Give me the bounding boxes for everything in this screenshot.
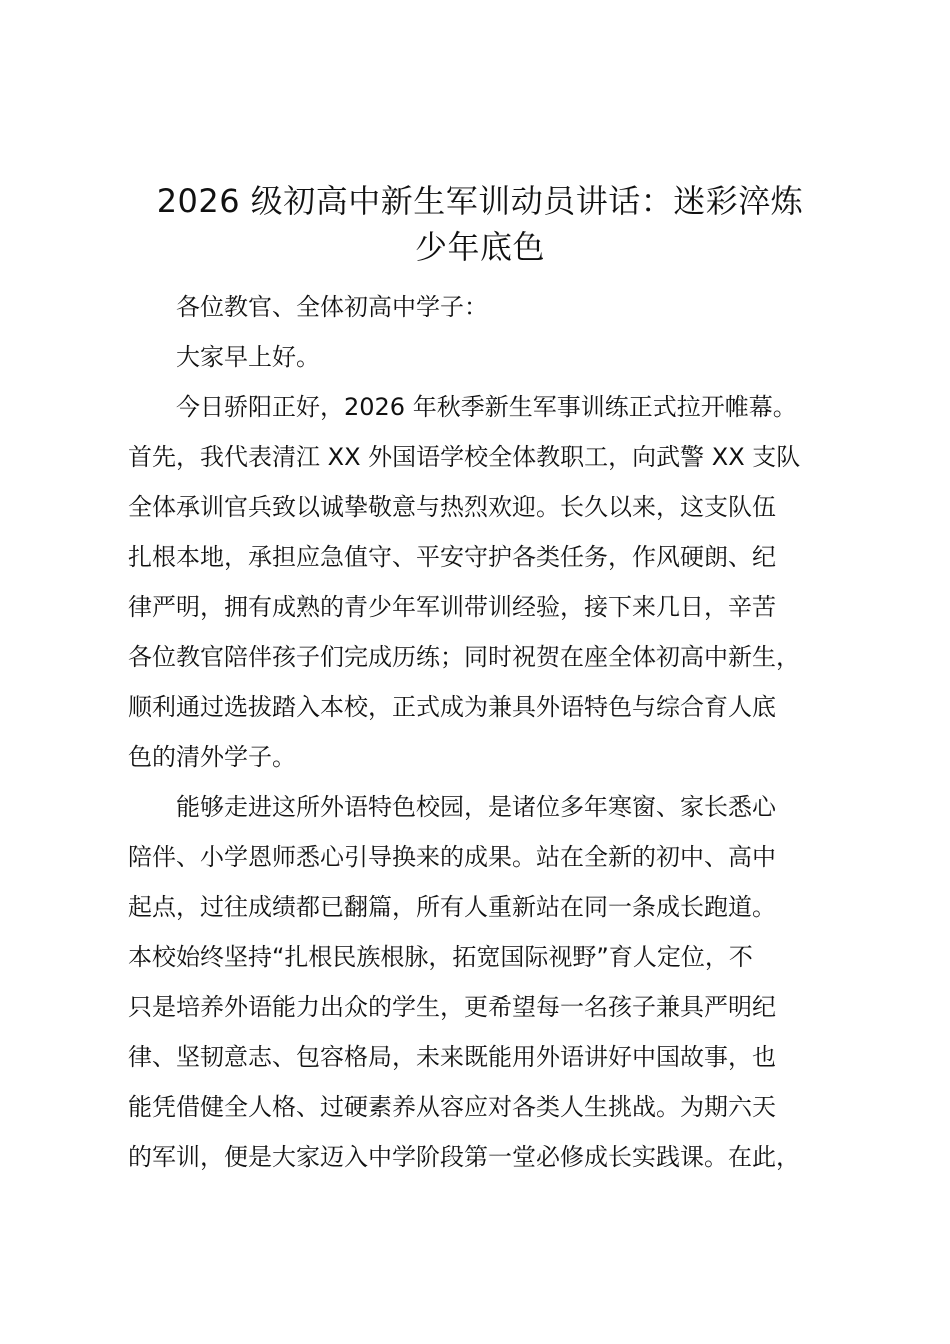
text-line: 首先，我代表清江 XX 外国语学校全体教职工，向武警 XX 支队 [128, 443, 801, 471]
document-title [100, 178, 860, 270]
paragraph-opening [128, 382, 868, 782]
text-line: 扎根本地，承担应急值守、平安守护各类任务，作风硬朗、纪 [128, 543, 776, 571]
text-line: 大家早上好。 [176, 343, 320, 371]
text-line: 全体承训官兵致以诚挚敬意与热烈欢迎。长久以来，这支队伍 [128, 493, 776, 521]
text-line: 只是培养外语能力出众的学生，更希望每一名孩子兼具严明纪 [128, 993, 776, 1021]
title-line: 少年底色 [414, 228, 545, 266]
text-line: 律严明，拥有成熟的青少年军训带训经验，接下来几日，辛苦 [128, 593, 776, 621]
text-line: 色的清外学子。 [128, 743, 296, 771]
paragraph-greeting [128, 332, 868, 382]
title-line: 2026 级初高中新生军训动员讲话：迷彩淬炼 [156, 182, 804, 220]
paragraph-salutation [128, 282, 868, 332]
document-body [128, 282, 868, 1182]
text-line: 能凭借健全人格、过硬素养从容应对各类人生挑战。为期六天 [128, 1093, 776, 1121]
text-line: 各位教官、全体初高中学子： [176, 293, 488, 321]
text-line: 律、坚韧意志、包容格局，未来既能用外语讲好中国故事，也 [128, 1043, 776, 1071]
text-line: 陪伴、小学恩师悉心引导换来的成果。站在全新的初中、高中 [128, 843, 776, 871]
paragraph-mission [128, 782, 868, 1182]
text-line: 各位教官陪伴孩子们完成历练；同时祝贺在座全体初高中新生， [128, 643, 800, 671]
text-line: 顺利通过选拔踏入本校，正式成为兼具外语特色与综合育人底 [128, 693, 776, 721]
text-line: 能够走进这所外语特色校园，是诸位多年寒窗、家长悉心 [176, 793, 776, 821]
text-line: 本校始终坚持“扎根民族根脉，拓宽国际视野”育人定位，不 [128, 943, 753, 971]
text-line: 起点，过往成绩都已翻篇，所有人重新站在同一条成长跑道。 [128, 893, 776, 921]
text-line: 的军训，便是大家迈入中学阶段第一堂必修成长实践课。在此， [128, 1143, 800, 1171]
text-line: 今日骄阳正好，2026 年秋季新生军事训练正式拉开帷幕。 [176, 393, 797, 421]
